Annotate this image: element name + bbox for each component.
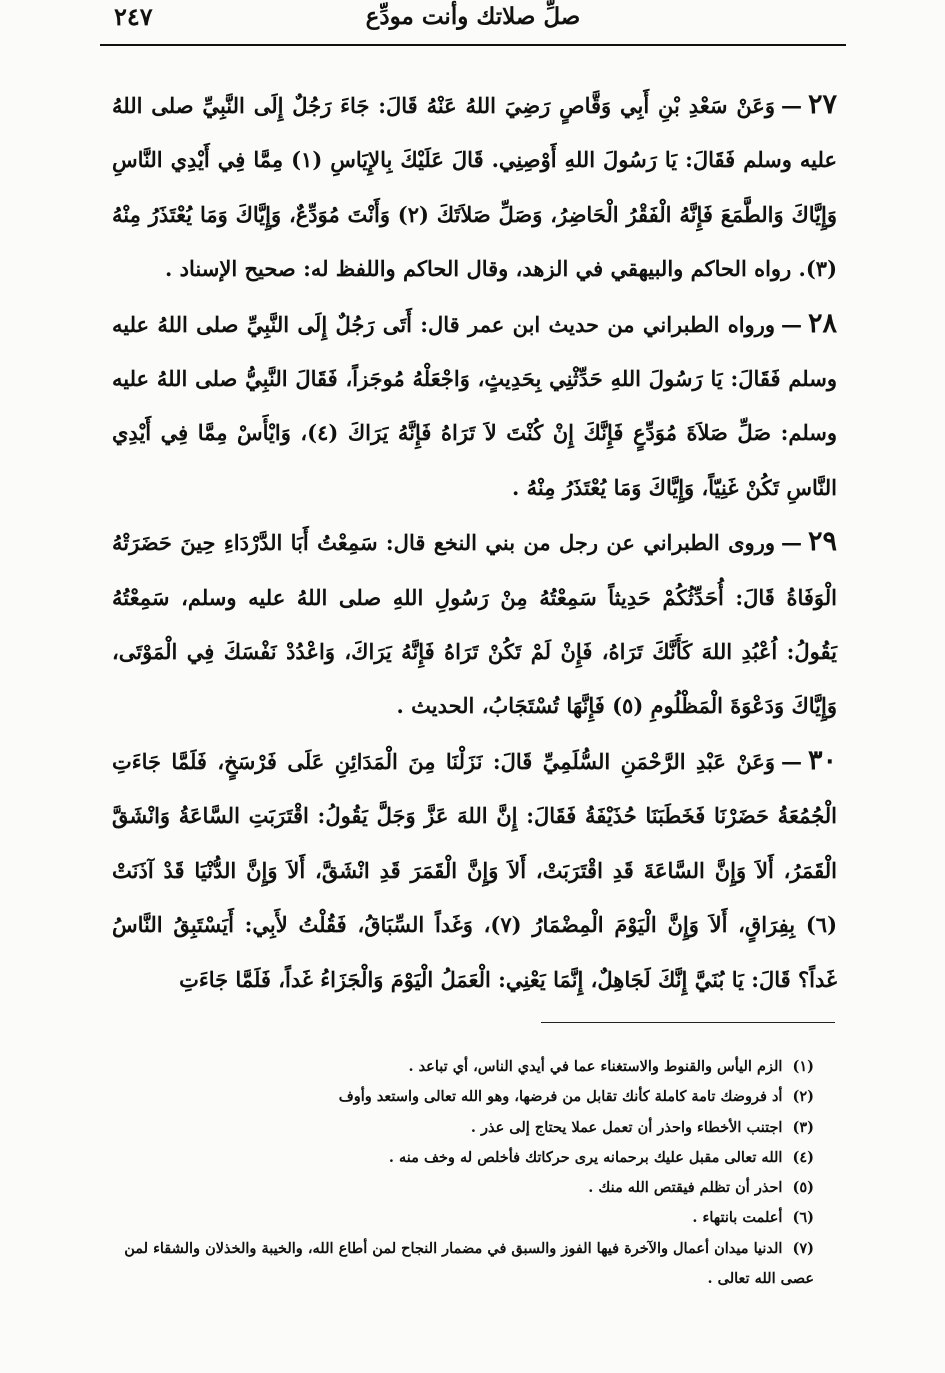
hadith-number: ٢٧ xyxy=(807,89,837,120)
page-header xyxy=(100,0,846,46)
hadith-number: ٣٠ xyxy=(807,744,837,776)
hadith-number: ٢٩ xyxy=(807,526,837,558)
hadith-paragraph xyxy=(112,515,837,734)
footnote-text: أعلمت بانتهاء . xyxy=(692,1209,783,1227)
footnote xyxy=(100,1113,814,1143)
main-text xyxy=(112,78,837,1007)
footnote-number: (٢) xyxy=(792,1088,814,1106)
hadith-text: وَعَنْ عَبْدِ الرَّحْمَنِ السُّلَمِيِّ قَالَ: نَزَلْنَا مِنَ الْمَدَائِنِ عَلَى فَرْسَخٍ، فَلَمَّا جَاءَتِ الْجُمُعَةُ حَضَرْنَا فَخَطَبَنَا حُذَيْفَةُ فَقَالَ: إِنَّ اللهَ عَزَّ وَجَلَّ يَقُولُ: اقْتَرَبَتِ السَّاعَةُ وَانْشَقَّ الْقَمَرُ، أَلاَ وَإِنَّ السَّاعَةَ قَدِ اقْتَرَبَتْ، أَلاَ وَإِنَّ الْقَمَرَ قَدِ انْشَقَّ، أَلاَ وَإِنَّ الدُّنْيَا قَدْ آذَنَتْ (٦) بِفِرَاقٍ، أَلاَ وَإِنَّ الْيَوْمَ الْمِضْمَارُ (٧)، وَغَداً السِّبَاقُ، فَقُلْتُ لأَبِي: أَيَسْتَبِقُ النَّاسُ غَداً؟ قَالَ: يَا بُنَيَّ إِنَّكَ لَجَاهِلٌ، إِنَّمَا يَعْنِي: الْعَمَلُ الْيَوْمَ وَالْجَزَاءُ غَداً، فَلَمَّا جَاءَتِ xyxy=(112,748,837,992)
number-dash: — xyxy=(780,748,802,774)
hadith-text: ورواه الطبراني من حديث ابن عمر قال: أَتَى رَجُلٌ إِلَى النَّبِيِّ صلى اللهُ عليه وسلم فَقَالَ: يَا رَسُولَ اللهِ حَدِّثْنِي بِحَدِيثٍ، وَاجْعَلْهُ مُوجَزاً، فَقَالَ النَّبِيُّ صلى اللهُ عليه وسلم: صَلِّ صَلاَةَ مُوَدِّعٍ فَإِنَّكَ إِنْ كُنْتَ لاَ تَرَاهُ فَإِنَّهُ يَرَاكَ (٤)، وَايْأَسْ مِمَّا فِي أَيْدِي النَّاسِ تَكُنْ غَنِيّاً، وَإِيَّاكَ وَمَا يُعْتَذَرُ مِنْهُ . xyxy=(112,311,838,500)
footnote-text: احذر أن تظلم فيقتص الله منك . xyxy=(588,1179,783,1197)
hadith-paragraph xyxy=(112,297,837,516)
footnote xyxy=(100,1143,814,1173)
footnote-text: اجتنب الأخطاء واحذر أن تعمل عملا يحتاج إلى عذر . xyxy=(470,1118,783,1136)
footnote-text: الله تعالى مقبل عليك برحمانه يرى حركاتك فأخلص له وخف منه . xyxy=(388,1148,783,1166)
running-title: صلِّ صلاتك وأنت مودِّع xyxy=(365,3,581,30)
footnote xyxy=(100,1052,814,1082)
footnote-number: (٣) xyxy=(792,1118,814,1136)
footnote-number: (٤) xyxy=(792,1148,814,1166)
footnote xyxy=(100,1203,814,1233)
footnote-number: (٥) xyxy=(792,1179,814,1197)
footnote xyxy=(100,1082,814,1112)
footnotes xyxy=(100,1052,814,1294)
footnote-text: الدنيا ميدان أعمال والآخرة فيها الفوز والسبق في مضمار النجاح لمن أطاع الله، والخيبة والخذلان والشقاء لمن عصى الله تعالى . xyxy=(124,1239,814,1288)
footnote-text: أد فروضك تامة كاملة كأنك تقابل من فرضها، وهو الله تعالى واستعد وأوف xyxy=(338,1088,783,1106)
hadith-number: ٢٨ xyxy=(807,307,837,339)
footnote-text: الزم اليأس والقنوط والاستغناء عما في أيدي الناس، أي تباعد . xyxy=(408,1058,783,1075)
number-dash: — xyxy=(780,530,802,556)
footnote-number: (٧) xyxy=(792,1239,814,1257)
number-dash: — xyxy=(780,93,802,118)
number-dash: — xyxy=(780,311,802,337)
hadith-text: وَعَنْ سَعْدِ بْنِ أَبِي وَقَّاصٍ رَضِيَ اللهُ عَنْهُ قَالَ: جَاءَ رَجُلٌ إِلَى النَّبِيِّ صلى اللهُ عليه وسلم فَقَالَ: يَا رَسُولَ اللهِ أَوْصِنِي. قَالَ عَلَيْكَ بِالإِيَاسِ (١) مِمَّا فِي أَيْدِي النَّاسِ وَإِيَّاكَ وَالطَّمَعَ فَإِنَّهُ الْفَقْرُ الْحَاضِرُ، وَصَلِّ صَلاَتَكَ (٢) وَأَنْتَ مُوَدِّعٌ، وَإِيَّاكَ وَمَا يُعْتَذَرُ مِنْهُ (٣). رواه الحاكم والبيهقي في الزهد، وقال الحاكم واللفظ له: صحيح الإسناد . xyxy=(112,93,837,282)
footnote xyxy=(100,1234,814,1295)
footnote-divider xyxy=(541,1022,835,1023)
page-number: ٢٤٧ xyxy=(114,2,153,31)
hadith-paragraph xyxy=(112,734,837,1007)
hadith-paragraph xyxy=(112,78,837,297)
footnote xyxy=(100,1173,814,1203)
footnote-number: (١) xyxy=(792,1058,814,1075)
hadith-text: وروى الطبراني عن رجل من بني النخع قال: سَمِعْتُ أَبَا الدَّرْدَاءِ حِينَ حَضَرَتْهُ الْوَفَاةُ قَالَ: أُحَدِّثُكُمْ حَدِيثاً سَمِعْتُهُ مِنْ رَسُولِ اللهِ صلى اللهُ عليه وسلم، سَمِعْتُهُ يَقُولُ: اُعْبُدِ اللهَ كَأَنَّكَ تَرَاهُ، فَإِنْ لَمْ تَكُنْ تَرَاهُ فَإِنَّهُ يَرَاكَ، وَاعْدُدْ نَفْسَكَ فِي الْمَوْتَى، وَإِيَّاكَ وَدَعْوَةَ الْمَظْلُومِ (٥) فَإِنَّهَا تُسْتَجَابُ، الحديث . xyxy=(112,530,837,719)
footnote-number: (٦) xyxy=(792,1209,814,1227)
